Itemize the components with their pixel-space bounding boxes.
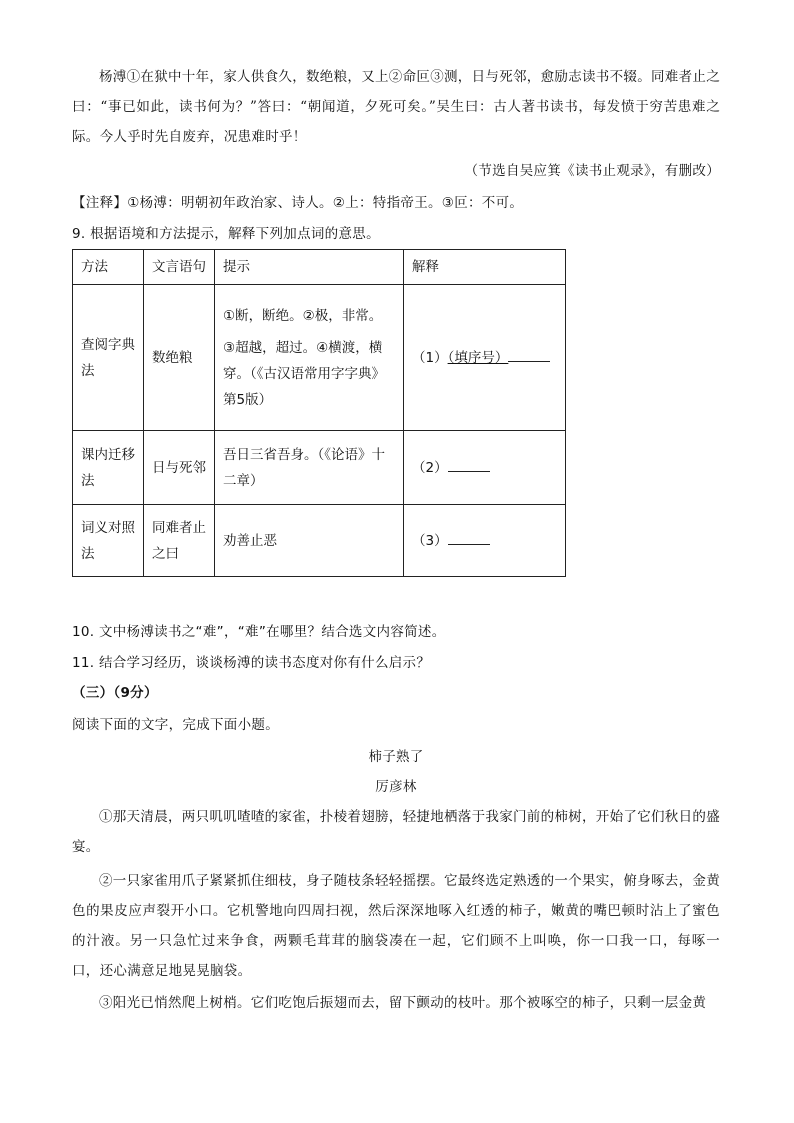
header-method: 方法: [73, 250, 144, 285]
answer-blank[interactable]: [448, 457, 490, 472]
header-explanation: 解释: [404, 250, 566, 285]
answer-cell[interactable]: [404, 431, 566, 505]
answer-cell[interactable]: [404, 285, 566, 431]
method-cell: 词义对照法: [73, 505, 144, 577]
hint-cell: 吾日三省吾身。（《论语》十二章）: [215, 431, 404, 505]
article-paragraph-2: ②一只家雀用爪子紧紧抓住细枝，身子随枝条轻轻摇摆。它最终选定熟透的一个果实，俯身啄去，金黄色的果皮应声裂开小口。它机警地向四周扫视，然后深深地啄入红透的柿子，嫩黄的嘴巴顿时沾上了蜜色的汁液。另一只急忙过来争食，两颗毛茸茸的脑袋凑在一起，它们顾不上叫唤，你一口我一口，每啄一口，还心满意足地晃晃脑袋。: [72, 873, 720, 979]
answer-label: （1）: [412, 349, 448, 366]
question-10: 10. 文中杨溥读书之“难”，“难”在哪里？结合选文内容简述。: [72, 624, 446, 640]
answer-blank[interactable]: [508, 347, 550, 362]
sentence-cell: 数绝粮: [144, 285, 215, 431]
sentence-cell: 同难者止之曰: [144, 505, 215, 577]
passage-annotation: 【注释】①杨溥：明朝初年政治家、诗人。②上：特指帝王。③叵：不可。: [72, 195, 524, 211]
answer-note: （填序号）: [447, 349, 509, 366]
hint-cell: [215, 285, 404, 431]
method-cell: 课内迁移法: [73, 431, 144, 505]
article-paragraph-1: ①那天清晨，两只叽叽喳喳的家雀，扑棱着翅膀，轻捷地栖落于我家门前的柿树，开始了它们秋日的盛宴。: [72, 809, 720, 855]
hint-line: ①断，断绝。②极，非常。: [223, 307, 383, 324]
article-paragraph-3: ③阳光已悄然爬上树梢。它们吃饱后振翅而去，留下颤动的枝叶。那个被啄空的柿子，只剩一层金黄: [99, 995, 707, 1011]
answer-label: （2）: [412, 459, 448, 476]
passage-source: （节选自吴应箕《读书止观录》，有删改）: [464, 163, 720, 179]
question-9-table: [72, 249, 566, 577]
header-sentence: 文言语句: [144, 250, 215, 285]
table-row: [73, 285, 566, 431]
header-hint: 提示: [215, 250, 404, 285]
answer-blank[interactable]: [448, 530, 490, 545]
method-cell: 查阅字典法: [73, 285, 144, 431]
sentence-cell: 日与死邻: [144, 431, 215, 505]
table-header-row: [73, 250, 566, 285]
question-9-prompt: 9. 根据语境和方法提示，解释下列加点词的意思。: [72, 226, 380, 242]
answer-label: （3）: [412, 532, 448, 549]
classical-passage: 杨溥①在狱中十年，家人供食久，数绝粮，又上②命叵③测，日与死邻，愈励志读书不辍。同难者止之曰：“事已如此，读书何为？”答曰：“朝闻道，夕死可矣。”吴生曰：古人著书读书，每发愤于穷苦患难之际。今人乎时先自废弃，况患难时乎！: [72, 69, 720, 145]
table-row: [73, 505, 566, 577]
answer-cell[interactable]: [404, 505, 566, 577]
section-3-instruction: 阅读下面的文字，完成下面小题。: [72, 717, 279, 733]
hint-line: ③超越，超过。④横渡，横穿。（《古汉语常用字字典》第5版）: [223, 339, 385, 408]
question-11: 11. 结合学习经历，谈谈杨溥的读书态度对你有什么启示？: [72, 655, 431, 671]
article-author: 厉彦林: [375, 779, 417, 795]
article-title: 柿子熟了: [368, 749, 424, 765]
table-row: [73, 431, 566, 505]
hint-cell: 劝善止恶: [215, 505, 404, 577]
section-3-heading: （三）（9分）: [72, 685, 158, 701]
